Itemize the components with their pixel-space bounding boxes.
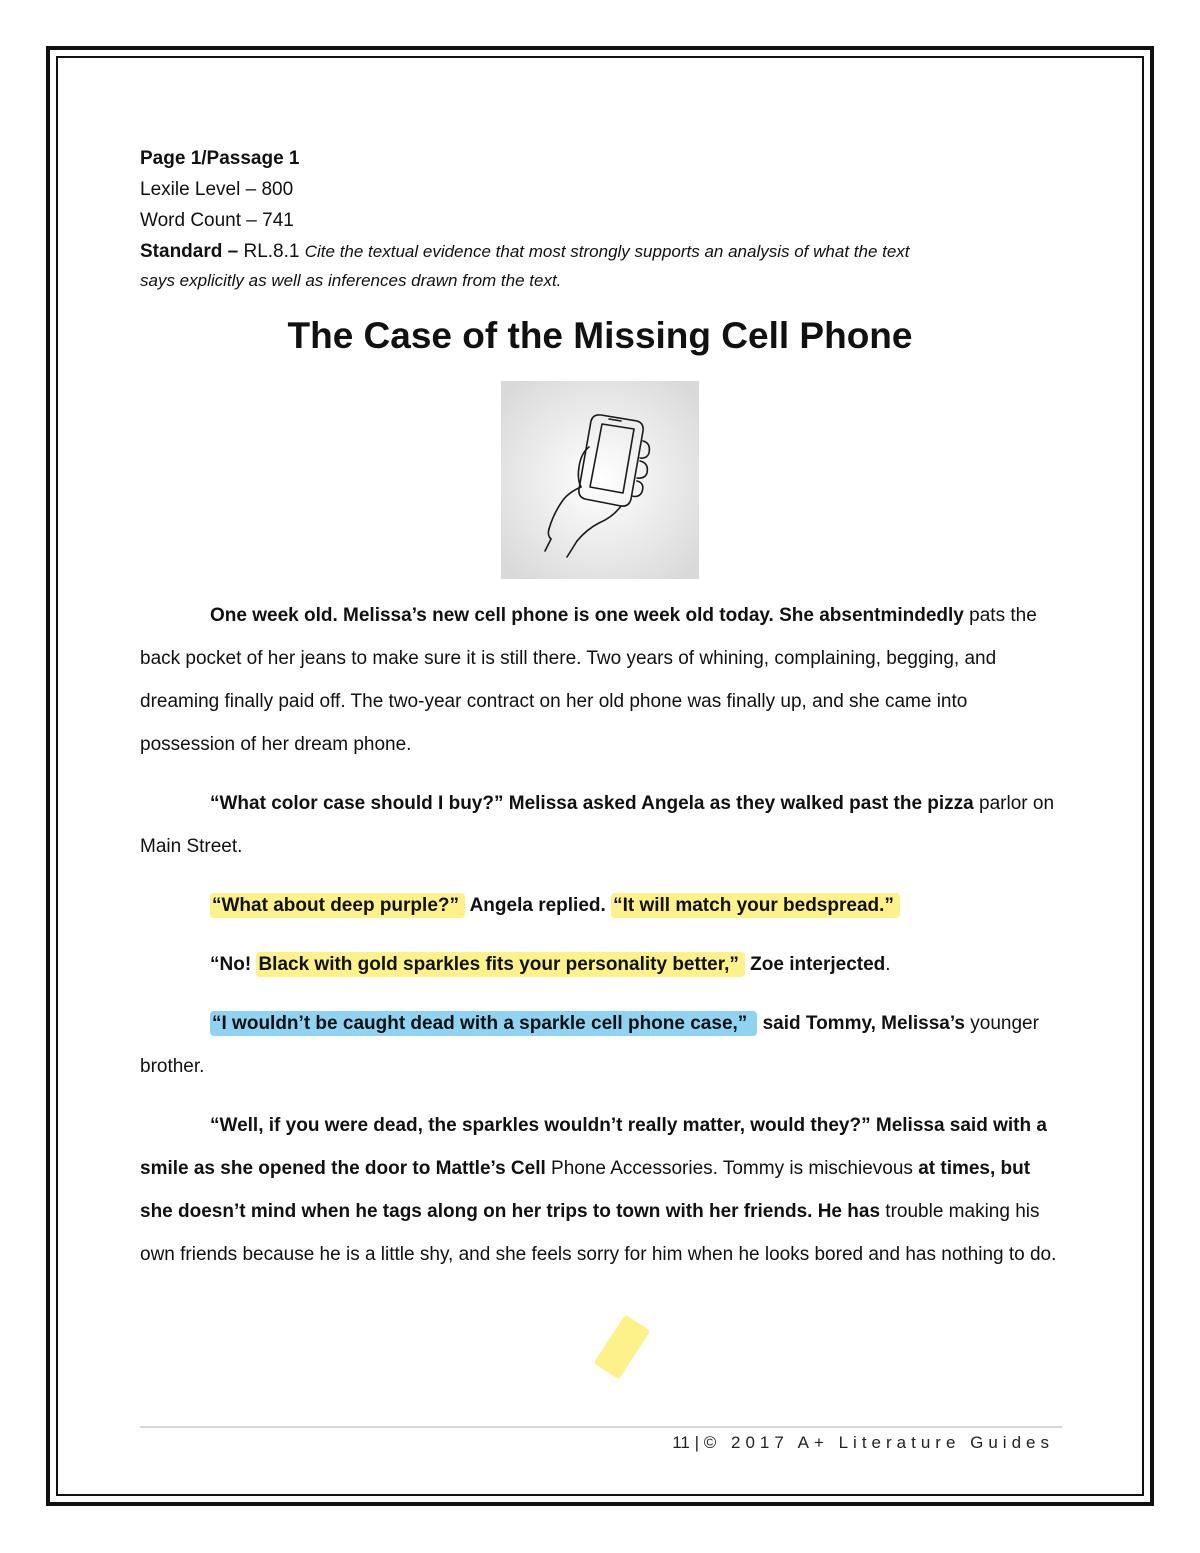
standard-label: Standard – xyxy=(140,241,239,262)
standard xyxy=(140,236,1040,295)
page-passage-label: Page 1/Passage 1 xyxy=(140,148,300,169)
highlight-gold-sparkles: Black with gold sparkles fits your personality better,” xyxy=(256,952,744,977)
paragraph-6 xyxy=(140,1104,1060,1276)
lexile-level: Lexile Level – 800 xyxy=(140,179,294,200)
paragraph-3 xyxy=(140,884,1060,927)
paragraph-4-start: “No! xyxy=(210,954,257,975)
standard-text-line2: says explicitly as well as inferences drawn from the text. xyxy=(140,271,562,290)
footer-separator: | xyxy=(689,1433,704,1452)
paragraph-5 xyxy=(140,1002,1060,1088)
hand-holding-phone-icon xyxy=(501,381,699,579)
footer-divider xyxy=(140,1426,1062,1428)
story-text xyxy=(140,594,1060,1276)
paragraph-6-bold-1: “Well, if you were dead, the sparkles wouldn’t really matter, would they?” Melissa said with a smile as she opened the door to Mattle’s Cell xyxy=(140,1115,1047,1179)
paragraph-4-period: . xyxy=(885,954,891,975)
standard-text-line1: Cite the textual evidence that most strongly supports an analysis of what the text xyxy=(304,242,910,261)
paragraph-2 xyxy=(140,782,1060,868)
highlight-bedspread: “It will match your bedspread.” xyxy=(611,893,900,918)
paragraph-2-text: parlor on Main Street. xyxy=(140,793,1055,857)
paragraph-5-text: younger brother. xyxy=(140,1013,1039,1077)
page-number: 11 xyxy=(672,1433,690,1452)
paragraph-1 xyxy=(140,594,1060,766)
word-count: Word Count – 741 xyxy=(140,210,294,231)
paragraph-6-text-2: trouble making his own friends because he is a little shy, and she feels sorry for him when he looks bored and has nothing to do. xyxy=(140,1201,1057,1265)
passage-header xyxy=(140,143,1040,295)
paragraph-5-bold: said Tommy, Melissa’s xyxy=(757,1013,965,1034)
paragraph-4-end: Zoe interjected xyxy=(744,954,886,975)
highlight-sparkle-case: “I wouldn’t be caught dead with a sparkle cell phone case,” xyxy=(210,1011,757,1036)
page-footer xyxy=(672,1433,1054,1453)
passage-title: The Case of the Missing Cell Phone xyxy=(287,315,913,356)
standard-code: RL.8.1 xyxy=(243,241,300,262)
paragraph-1-text: pats the back pocket of her jeans to make sure it is still there. Two years of whining, complaining, begging, and dreaming finally paid off. The two-year contract on her old phone was finally up, and she came into possession of her dream phone. xyxy=(140,605,1037,755)
copyright-text: © 2017 A+ Literature Guides xyxy=(703,1433,1054,1452)
paragraph-2-bold: “What color case should I buy?” Melissa asked Angela as they walked past the pizza xyxy=(210,793,974,814)
paragraph-6-bold-2: at times, but she doesn’t mind when he tags along on her trips to town with her friends. He has xyxy=(140,1158,1031,1222)
highlight-deep-purple: “What about deep purple?” xyxy=(210,893,465,918)
paragraph-6-text-1: Phone Accessories. Tommy is mischievous xyxy=(545,1158,919,1179)
paragraph-1-bold: One week old. Melissa’s new cell phone is one week old today. She absentmindedly xyxy=(210,605,964,626)
paragraph-3-mid: Angela replied. xyxy=(465,895,612,916)
paragraph-4 xyxy=(140,943,1060,986)
